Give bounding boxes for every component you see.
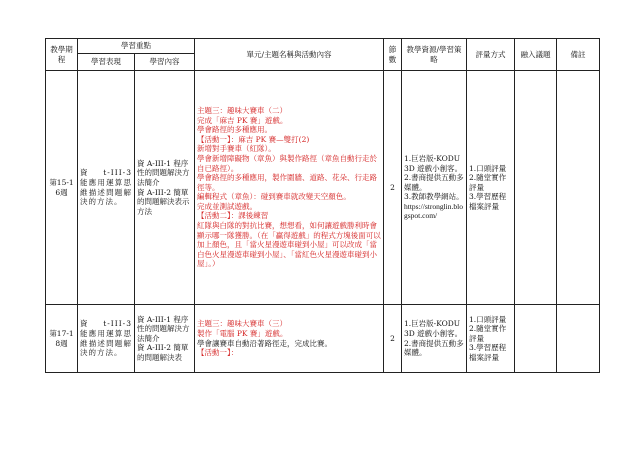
activity-line: 主題三：趣味大賽車（三） — [197, 319, 287, 329]
header-row-1 — [46, 39, 600, 54]
activity-line: 學會讓賽車自動沿著路徑走，完成比賽。 — [197, 338, 332, 348]
week-cell: 第17-18週 — [46, 305, 78, 373]
table-row — [46, 305, 600, 373]
activity-line: 完成「麻吉 PK 賽」遊戲。 — [197, 115, 288, 125]
assessment-cell: 1.口頭評量 2.隨堂實作評量 3.學習歷程檔案評量 — [467, 305, 515, 373]
integration-cell — [515, 71, 557, 305]
resources-cell: 1.巨岩版-KODU 3D 遊戲小創客。 2.書商提供五動多媒體。 3.教師教學網站。 https://stronglin.blogspot.com/ — [402, 71, 467, 305]
performance-cell: 資 t-III-3 能應用運算思維描述問題解決的方法。 — [78, 305, 135, 373]
header-integration: 融入議題 — [515, 39, 557, 71]
resources-cell: 1.巨岩版-KODU 3D 遊戲小創客。 2.書商提供五動多媒體。 — [402, 305, 467, 373]
activity-line: 編輯程式（章魚）：碰到賽車就改變天空顏色。 — [197, 192, 351, 202]
activity-line: 完成並測試遊戲。 — [197, 201, 257, 211]
periods-cell: 2 — [384, 71, 402, 305]
header-unit-activity: 單元/主題名稱與活動內容 — [195, 39, 384, 71]
activity-line: 【活動一】：麻吉 PK 賽—雙打(2) — [197, 134, 310, 144]
header-remarks: 備註 — [557, 39, 600, 71]
periods-cell: 2 — [384, 305, 402, 373]
header-learning-focus: 學習重點 — [78, 39, 195, 54]
activity-line: 新增對手賽車（紅隊）。 — [197, 144, 276, 154]
header-semester: 教學期程 — [46, 39, 78, 71]
activity-line: 【活動一】： — [197, 348, 239, 358]
activity-line: 學會路徑的多種應用。 — [197, 125, 272, 135]
header-performance: 學習表現 — [78, 54, 135, 71]
activity-line: 主題三：趣味大賽車（二） — [197, 105, 287, 115]
content-cell: 資 A-III-1 程序性的問題解決方法簡介 資 A-III-2 簡單的問題解決表示方法 — [135, 71, 195, 305]
header-assessment: 評量方式 — [467, 39, 515, 71]
integration-cell — [515, 305, 557, 373]
activity-line: 學會新增障礙物（章魚）與製作路徑（章魚自動行走於自已路徑）。 — [197, 153, 377, 173]
header-resources: 教學資源/學習策略 — [402, 39, 467, 71]
resource-link[interactable]: https://stronglin.blogspot.com/ — [404, 201, 463, 221]
activity-line: 紅隊與白隊的對抗比賽，想想看，如何讓遊戲勝利時會顯示哪一隊獲勝。（在「贏得遊戲」的程式方塊後面可以加上顏色，且「當火星漫遊車碰到小屋」可以改成「當白色火星漫遊車碰到小屋」、「當紅色火星漫遊車碰到小屋」。） — [197, 221, 381, 269]
activity-cell — [195, 305, 384, 373]
activity-line: 學會路徑的多種應用，製作圍牆、道路、花朵、行走路徑等。 — [197, 173, 377, 192]
activity-line: 製作「電腦 PK 賽」遊戲。 — [197, 328, 288, 338]
header-periods: 節數 — [384, 39, 402, 71]
activity-line: 【活動二】：課後練習 — [197, 211, 269, 221]
assessment-cell: 1.口頭評量 2.隨堂實作評量 3.學習歷程檔案評量 — [467, 71, 515, 305]
header-content: 學習內容 — [135, 54, 195, 71]
remarks-cell — [557, 305, 600, 373]
course-plan-table — [45, 38, 600, 373]
week-cell: 第15-16週 — [46, 71, 78, 305]
performance-cell: 資 t-III-3 能應用運算思維描述問題解決的方法。 — [78, 71, 135, 305]
remarks-cell — [557, 71, 600, 305]
activity-cell — [195, 71, 384, 305]
table-row — [46, 71, 600, 305]
content-cell: 資 A-III-1 程序性的問題解決方法簡介 資 A-III-2 簡單的問題解決表 — [135, 305, 195, 373]
